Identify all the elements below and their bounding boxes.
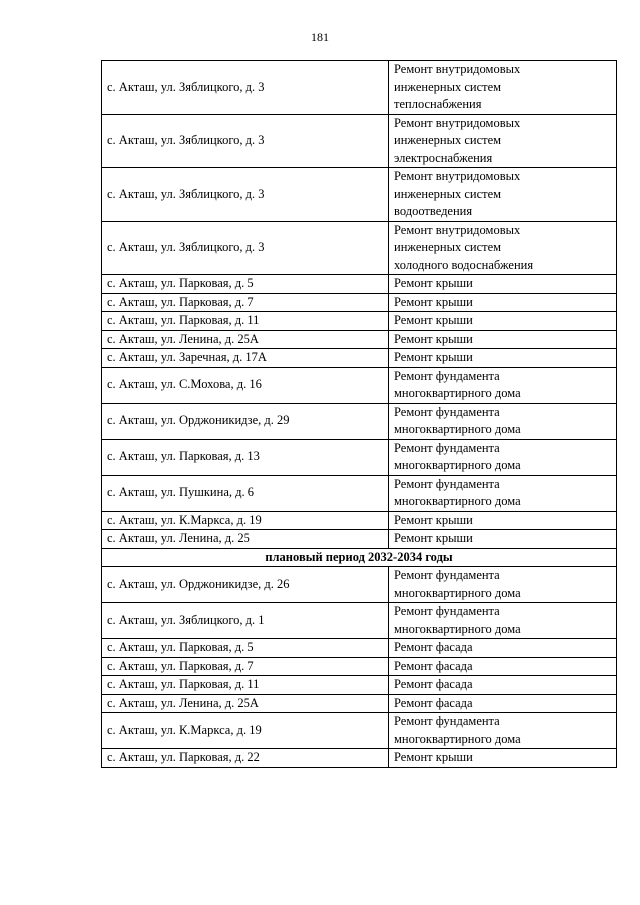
work-type-line: Ремонт внутридомовых xyxy=(394,222,521,237)
address-cell: с. Акташ, ул. К.Маркса, д. 19 xyxy=(102,511,389,530)
work-type-line: инженерных систем xyxy=(394,133,502,147)
table-row xyxy=(102,114,617,168)
work-type-cell xyxy=(389,293,617,312)
work-type-line: Ремонт фундамента xyxy=(394,476,500,491)
work-type-line: Ремонт крыши xyxy=(394,313,473,327)
address-cell: с. Акташ, ул. Зяблицкого, д. 3 xyxy=(102,61,389,115)
work-type-line: Ремонт фундамента xyxy=(394,568,500,582)
work-type-cell xyxy=(389,657,617,676)
work-type-line: Ремонт фасада xyxy=(394,640,473,654)
section-title: плановый период 2032-2034 годы xyxy=(102,548,617,567)
address-cell: с. Акташ, ул. Орджоникидзе, д. 26 xyxy=(102,567,389,603)
table-row xyxy=(102,530,617,549)
table-row xyxy=(102,603,617,639)
address-cell: с. Акташ, ул. Зяблицкого, д. 3 xyxy=(102,221,389,275)
work-type-line: электроснабжения xyxy=(394,150,493,165)
work-type-line: Ремонт фасада xyxy=(394,677,473,691)
table-row xyxy=(102,61,617,115)
work-type-line: Ремонт крыши xyxy=(394,331,473,346)
work-type-cell xyxy=(389,475,617,511)
address-cell: с. Акташ, ул. Парковая, д. 11 xyxy=(102,312,389,331)
work-type-line: Ремонт внутридомовых xyxy=(394,169,521,183)
table-row xyxy=(102,567,617,603)
work-type-line: Ремонт внутридомовых xyxy=(394,115,521,130)
work-type-line: Ремонт фасада xyxy=(394,695,473,710)
table-row xyxy=(102,403,617,439)
work-type-line: многоквартирного дома xyxy=(394,458,521,472)
work-type-line: Ремонт фундамента xyxy=(394,714,500,728)
work-type-line: инженерных систем xyxy=(394,240,502,254)
work-type-cell xyxy=(389,694,617,713)
table-row xyxy=(102,367,617,403)
address-cell: с. Акташ, ул. С.Мохова, д. 16 xyxy=(102,367,389,403)
work-type-cell xyxy=(389,713,617,749)
work-type-line: Ремонт фасада xyxy=(394,658,473,673)
work-type-cell xyxy=(389,168,617,222)
work-type-cell xyxy=(389,749,617,768)
address-cell: с. Акташ, ул. Парковая, д. 11 xyxy=(102,676,389,695)
work-type-line: Ремонт крыши xyxy=(394,294,473,309)
address-cell: с. Акташ, ул. Ленина, д. 25А xyxy=(102,694,389,713)
address-cell: с. Акташ, ул. Зяблицкого, д. 1 xyxy=(102,603,389,639)
table-row xyxy=(102,275,617,294)
work-type-cell xyxy=(389,439,617,475)
address-cell: с. Акташ, ул. Орджоникидзе, д. 29 xyxy=(102,403,389,439)
table-row xyxy=(102,676,617,695)
work-type-line: Ремонт крыши xyxy=(394,512,473,527)
work-type-cell xyxy=(389,221,617,275)
work-type-cell xyxy=(389,676,617,695)
work-type-cell xyxy=(389,349,617,368)
address-cell: с. Акташ, ул. Парковая, д. 5 xyxy=(102,639,389,658)
table-row xyxy=(102,439,617,475)
work-type-line: многоквартирного дома xyxy=(394,386,521,400)
repair-schedule-body xyxy=(102,61,617,768)
work-type-line: водоотведения xyxy=(394,204,473,218)
address-cell: с. Акташ, ул. Парковая, д. 13 xyxy=(102,439,389,475)
repair-schedule-table xyxy=(101,60,617,768)
work-type-line: теплоснабжения xyxy=(394,97,482,111)
table-row xyxy=(102,221,617,275)
work-type-line: Ремонт фундамента xyxy=(394,604,500,618)
table-row xyxy=(102,657,617,676)
work-type-line: Ремонт крыши xyxy=(394,350,473,364)
address-cell: с. Акташ, ул. Зяблицкого, д. 3 xyxy=(102,114,389,168)
table-row xyxy=(102,168,617,222)
work-type-line: холодного водоснабжения xyxy=(394,257,534,272)
address-cell: с. Акташ, ул. Парковая, д. 22 xyxy=(102,749,389,768)
table-row xyxy=(102,713,617,749)
table-row xyxy=(102,694,617,713)
address-cell: с. Акташ, ул. Парковая, д. 5 xyxy=(102,275,389,294)
work-type-line: инженерных систем xyxy=(394,186,502,201)
work-type-line: Ремонт фундамента xyxy=(394,368,500,383)
work-type-line: Ремонт крыши xyxy=(394,750,473,764)
work-type-line: многоквартирного дома xyxy=(394,585,521,600)
work-type-cell xyxy=(389,639,617,658)
work-type-cell xyxy=(389,114,617,168)
work-type-cell xyxy=(389,511,617,530)
table-row xyxy=(102,293,617,312)
table-row xyxy=(102,475,617,511)
work-type-cell xyxy=(389,603,617,639)
table-row xyxy=(102,330,617,349)
address-cell: с. Акташ, ул. Ленина, д. 25 xyxy=(102,530,389,549)
work-type-cell xyxy=(389,330,617,349)
section-header-row xyxy=(102,548,617,567)
work-type-cell xyxy=(389,530,617,549)
address-cell: с. Акташ, ул. Ленина, д. 25А xyxy=(102,330,389,349)
page-number: 181 xyxy=(311,30,329,44)
work-type-line: многоквартирного дома xyxy=(394,621,521,636)
address-cell: с. Акташ, ул. Зяблицкого, д. 3 xyxy=(102,168,389,222)
work-type-line: Ремонт фундамента xyxy=(394,440,500,455)
address-cell: с. Акташ, ул. Пушкина, д. 6 xyxy=(102,475,389,511)
work-type-cell xyxy=(389,367,617,403)
address-cell: с. Акташ, ул. К.Маркса, д. 19 xyxy=(102,713,389,749)
work-type-line: Ремонт крыши xyxy=(394,276,473,290)
work-type-cell xyxy=(389,312,617,331)
work-type-cell xyxy=(389,61,617,115)
work-type-cell xyxy=(389,403,617,439)
table-row xyxy=(102,749,617,768)
table-row xyxy=(102,312,617,331)
work-type-line: Ремонт внутридомовых xyxy=(394,62,521,76)
table-row xyxy=(102,511,617,530)
table-row xyxy=(102,349,617,368)
work-type-line: Ремонт крыши xyxy=(394,531,473,545)
work-type-line: многоквартирного дома xyxy=(394,422,521,436)
address-cell: с. Акташ, ул. Парковая, д. 7 xyxy=(102,293,389,312)
work-type-line: многоквартирного дома xyxy=(394,494,521,508)
table-row xyxy=(102,639,617,658)
work-type-cell xyxy=(389,275,617,294)
work-type-cell xyxy=(389,567,617,603)
work-type-line: инженерных систем xyxy=(394,79,502,94)
address-cell: с. Акташ, ул. Парковая, д. 7 xyxy=(102,657,389,676)
address-cell: с. Акташ, ул. Заречная, д. 17А xyxy=(102,349,389,368)
work-type-line: многоквартирного дома xyxy=(394,731,521,746)
work-type-line: Ремонт фундамента xyxy=(394,404,500,419)
